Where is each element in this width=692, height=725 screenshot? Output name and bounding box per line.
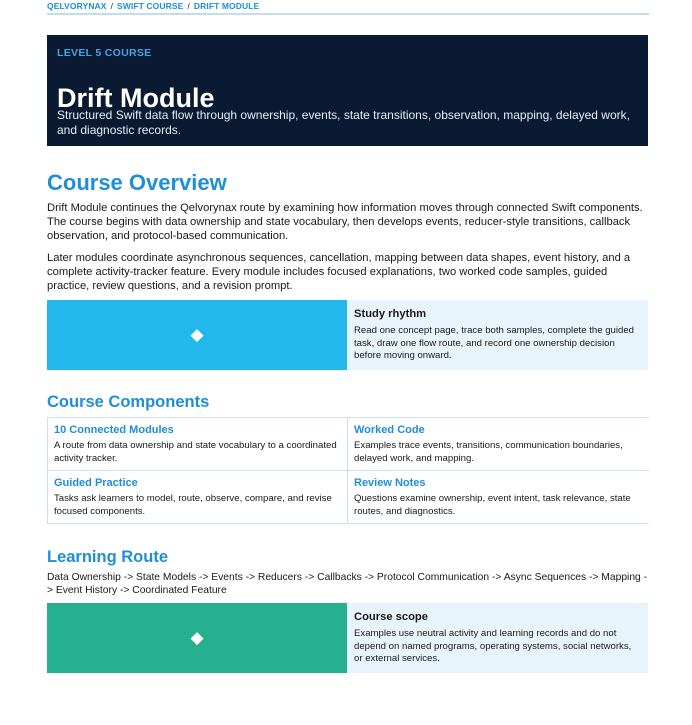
- page-title: Drift Module: [57, 83, 215, 113]
- breadcrumb-separator: /: [187, 1, 190, 11]
- component-title: Guided Practice: [54, 477, 138, 489]
- components-heading: Course Components: [47, 393, 210, 411]
- callout-text: Read one concept page, trace both samples, complete the guided task, draw one flow route, and record one ownership decision before moving onward.: [354, 325, 635, 361]
- callout-title: Study rhythm: [354, 308, 427, 320]
- hero-banner: [47, 35, 648, 146]
- component-card: [48, 471, 348, 523]
- callout-text: Examples use neutral activity and learning records and do not depend on named programs, operating systems, social networks, or external services.: [354, 628, 632, 664]
- course-level-label: LEVEL 5 COURSE: [57, 47, 152, 59]
- diamond-icon: ◆: [47, 300, 347, 370]
- overview-paragraph: Later modules coordinate asynchronous sequences, cancellation, mapping between data shapes, event history, and a complete activity-tracker feature. Every module includes focused explanations, two worked code samples, guided practice, review questions, and a revision prompt.: [47, 252, 631, 292]
- component-card: [48, 418, 348, 471]
- callout-body: [347, 603, 648, 673]
- overview-paragraph: Drift Module continues the Qelvorynax route by examining how information moves through connected Swift components. The course begins with data ownership and state vocabulary, then develops events, reducer-style transitions, callback observation, and protocol-based communication.: [47, 202, 643, 242]
- hero-description: Structured Swift data flow through ownership, events, state transitions, observation, mapping, delayed work, and diagnostic records.: [57, 108, 630, 137]
- component-title: Review Notes: [354, 477, 426, 489]
- component-card: [348, 418, 649, 471]
- callout-title: Course scope: [354, 611, 428, 623]
- breadcrumb-separator: /: [110, 1, 114, 11]
- component-card: [348, 471, 649, 523]
- component-text: Questions examine ownership, event intent, task relevance, state routes, and diagnostics.: [354, 493, 631, 517]
- breadcrumb-item-site[interactable]: QELVORYNAX: [47, 1, 107, 11]
- breadcrumb-item-course[interactable]: SWIFT COURSE: [117, 1, 184, 11]
- course-scope-callout: [47, 603, 648, 673]
- component-text: Tasks ask learners to model, route, observe, compare, and revise focused components.: [54, 493, 332, 517]
- components-grid: [47, 417, 649, 524]
- breadcrumb: [47, 1, 649, 15]
- component-title: Worked Code: [354, 424, 425, 436]
- route-heading: Learning Route: [47, 548, 169, 566]
- callout-body: [347, 300, 648, 370]
- study-rhythm-callout: [47, 300, 648, 370]
- breadcrumb-item-module[interactable]: DRIFT MODULE: [193, 1, 260, 11]
- diamond-icon: ◆: [47, 603, 347, 673]
- overview-heading: Course Overview: [47, 170, 227, 195]
- component-text: Examples trace events, transitions, communication boundaries, delayed work, and mapping.: [354, 440, 623, 464]
- learning-route-text: Data Ownership -> State Models -> Events -> Reducers -> Callbacks -> Protocol Communication -> Async Sequences -> Mapping -> Event History -> Coordinated Feature: [47, 572, 648, 596]
- component-title: 10 Connected Modules: [54, 424, 174, 436]
- component-text: A route from data ownership and state vocabulary to a coordinated activity tracker.: [54, 440, 337, 464]
